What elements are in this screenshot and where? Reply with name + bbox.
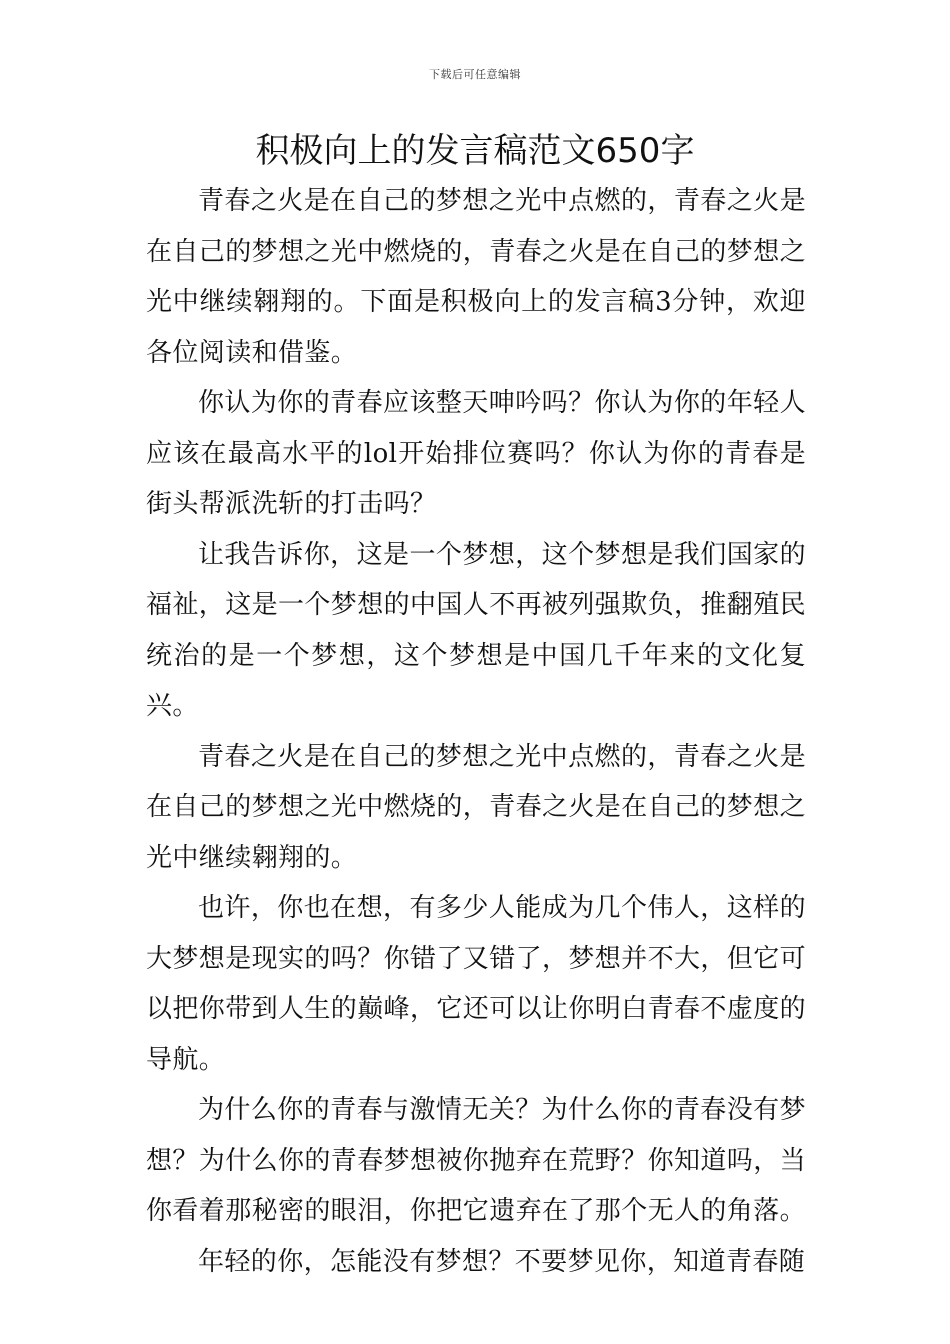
paragraph-2: 你认为你的青春应该整天呻吟吗？你认为你的年轻人应该在最高水平的lol开始排位赛吗？你认为你的青春是街头帮派洗斩的打击吗？ (146, 388, 806, 519)
document-body (146, 176, 806, 1287)
document-title: 积极向上的发言稿范文650字 (255, 131, 695, 171)
header-note: 下载后可任意编辑 (429, 68, 521, 81)
paragraph-3: 让我告诉你，这是一个梦想，这个梦想是我们国家的福祉，这是一个梦想的中国人不再被列强欺负，推翻殖民统治的是一个梦想，这个梦想是中国几千年来的文化复兴。 (146, 539, 807, 721)
paragraph-7: 年轻的你，怎能没有梦想？不要梦见你，知道青春随 (198, 1246, 806, 1277)
paragraph-6: 为什么你的青春与激情无关？为什么你的青春没有梦想？为什么你的青春梦想被你抛弃在荒野？你知道吗，当你看着那秘密的眼泪，你把它遗弃在了那个无人的角落。 (146, 1095, 807, 1226)
paragraph-1: 青春之火是在自己的梦想之光中点燃的，青春之火是在自己的梦想之光中燃烧的，青春之火是在自己的梦想之光中继续翱翔的。下面是积极向上的发言稿3分钟，欢迎各位阅读和借鉴。 (146, 186, 807, 368)
paragraph-4: 青春之火是在自己的梦想之光中点燃的，青春之火是在自己的梦想之光中燃烧的，青春之火是在自己的梦想之光中继续翱翔的。 (146, 741, 807, 873)
paragraph-5: 也许，你也在想，有多少人能成为几个伟人，这样的大梦想是现实的吗？你错了又错了，梦想并不大，但它可以把你带到人生的巅峰，它还可以让你明白青春不虚度的导航。 (146, 893, 807, 1075)
